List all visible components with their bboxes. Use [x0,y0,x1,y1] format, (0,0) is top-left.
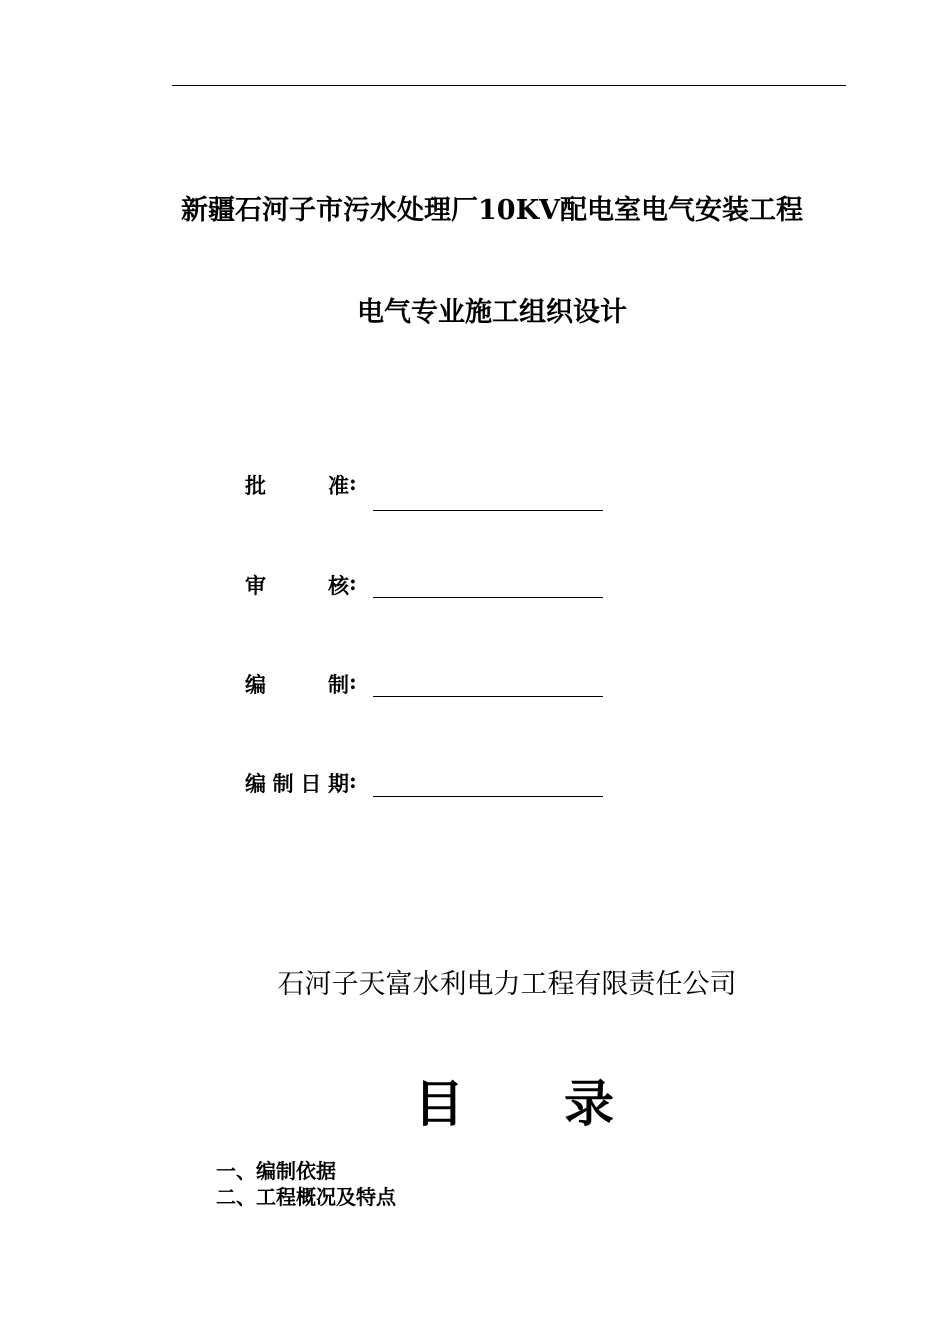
signoff-review-label [245,570,349,600]
signoff-approve-line [373,510,603,511]
toc-title-char: 目 [414,1074,464,1133]
toc-title [414,1064,614,1136]
signoff-date-label [245,768,349,798]
signoff-date-line [373,796,603,797]
label-colon: : [349,768,357,793]
signoff-approve-row [245,470,645,506]
signoff-approve-label [245,470,349,500]
signoff-date-row [245,768,645,804]
label-colon: : [349,570,357,595]
signoff-prepare-label [245,669,349,699]
signoff-review-row [245,570,645,606]
signoff-prepare-row [245,669,645,705]
label-char: 日 [300,771,322,796]
label-colon: : [349,470,357,495]
label-char: 编 [245,771,266,796]
toc-item: 一、编制依据 [216,1159,336,1183]
header-rule [172,85,846,86]
toc-item: 二、工程概况及特点 [216,1185,396,1209]
signoff-review-line [373,597,603,598]
label-char: 准 [328,473,349,498]
company-name: 石河子天富水利电力工程有限责任公司 [277,969,737,1000]
label-colon: : [349,669,357,694]
label-char: 制 [328,672,349,697]
document-title: 新疆石河子市污水处理厂10KV配电室电气安装工程 [181,195,803,226]
label-char: 批 [245,473,266,498]
label-char: 制 [272,771,294,796]
label-char: 核 [328,573,349,598]
label-char: 审 [245,573,266,598]
signoff-prepare-line [373,696,603,697]
toc-title-char: 录 [564,1074,614,1133]
label-char: 期 [327,771,349,796]
document-subtitle: 电气专业施工组织设计 [357,297,627,328]
label-char: 编 [245,672,266,697]
